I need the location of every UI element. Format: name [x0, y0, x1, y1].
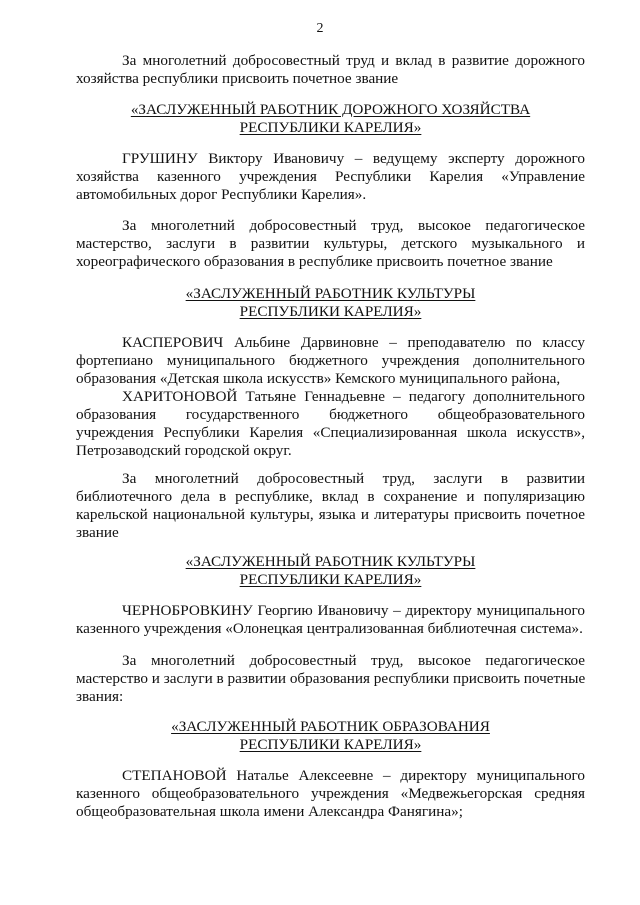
awardee-kasperovich	[76, 334, 585, 388]
text-line: За многолетний добросовестный труд, заслуги в развитии	[122, 470, 585, 487]
award-title-line: «ЗАСЛУЖЕННЫЙ РАБОТНИК ДОРОЖНОГО ХОЗЯЙСТВА	[130, 101, 531, 118]
text-line: ГРУШИНУ Виктору Ивановичу – ведущему эксперту дорожного	[122, 150, 585, 167]
section-culture-intro	[76, 217, 585, 271]
text-line: библиотечного дела в республике, вклад в сохранение и популяризацию	[76, 488, 585, 505]
page-number: 2	[316, 21, 324, 36]
text-line: учреждения Республики Карелия «Специализированная школа искусств»,	[76, 424, 585, 441]
text-line: ХАРИТОНОВОЙ Татьяне Геннадьевне – педагогу дополнительного	[122, 388, 585, 405]
award-title-road	[76, 101, 585, 137]
text-line: автомобильных дорог Республики Карелия».	[76, 186, 367, 203]
section-road-intro	[76, 52, 585, 88]
text-line: За многолетний добросовестный труд и вклад в развитие дорожного	[122, 52, 585, 69]
text-line: За многолетний добросовестный труд, высокое педагогическое	[122, 652, 585, 669]
text-line: звания:	[76, 688, 124, 705]
text-line: казенного общеобразовательного учреждения «Медвежьегорская средняя	[76, 785, 585, 802]
text-line: звание	[76, 524, 119, 541]
text-line: За многолетний добросовестный труд, высокое педагогическое	[122, 217, 585, 234]
award-title-culture	[76, 285, 585, 321]
award-title-line: «ЗАСЛУЖЕННЫЙ РАБОТНИК КУЛЬТУРЫ	[185, 285, 476, 302]
award-title-education	[76, 718, 585, 754]
award-title-culture-2	[76, 553, 585, 589]
text-line: общеобразовательная школа имени Александра Фанягина»;	[76, 803, 463, 820]
section-education-intro	[76, 652, 585, 706]
text-line: Петрозаводский городской округ.	[76, 442, 292, 459]
text-line: образования государственного бюджетного общеобразовательного	[76, 406, 585, 423]
award-title-line: РЕСПУБЛИКИ КАРЕЛИЯ»	[239, 571, 422, 588]
text-line: хореографического образования в республике присвоить почетное звание	[76, 253, 553, 270]
text-line: КАСПЕРОВИЧ Альбине Дарвиновне – преподавателю по классу	[122, 334, 585, 351]
text-line: образования «Детская школа искусств» Кемского муниципального района,	[76, 370, 561, 387]
text-line: мастерство, заслуги в развитии культуры, детского музыкального и	[76, 235, 585, 252]
text-line: мастерство и заслуги в развитии образования республики присвоить почетные	[76, 670, 586, 687]
award-title-line: «ЗАСЛУЖЕННЫЙ РАБОТНИК ОБРАЗОВАНИЯ	[171, 718, 490, 735]
text-line: фортепиано муниципального бюджетного учреждения дополнительного	[76, 352, 585, 369]
awardee-stepanova	[76, 767, 585, 821]
text-line: хозяйства республики присвоить почетное звание	[76, 70, 399, 87]
awardee-haritonova	[76, 388, 585, 460]
awardee-grushin	[76, 150, 585, 204]
text-line: СТЕПАНОВОЙ Наталье Алексеевне – директору муниципального	[122, 767, 585, 784]
award-title-line: РЕСПУБЛИКИ КАРЕЛИЯ»	[239, 119, 422, 136]
award-title-line: РЕСПУБЛИКИ КАРЕЛИЯ»	[239, 736, 422, 753]
text-line: карельской национальной культуры, языка и литературы присвоить почетное	[76, 506, 585, 523]
text-line: казенного учреждения «Олонецкая централизованная библиотечная система».	[76, 620, 583, 637]
section-library-intro	[76, 470, 585, 542]
text-line: ЧЕРНОБРОВКИНУ Георгию Ивановичу – директору муниципального	[122, 602, 585, 619]
awardee-chernobrovkin	[76, 602, 585, 638]
text-line: хозяйства казенного учреждения Республики Карелия «Управление	[76, 168, 585, 185]
award-title-line: «ЗАСЛУЖЕННЫЙ РАБОТНИК КУЛЬТУРЫ	[185, 553, 476, 570]
award-title-line: РЕСПУБЛИКИ КАРЕЛИЯ»	[239, 303, 422, 320]
